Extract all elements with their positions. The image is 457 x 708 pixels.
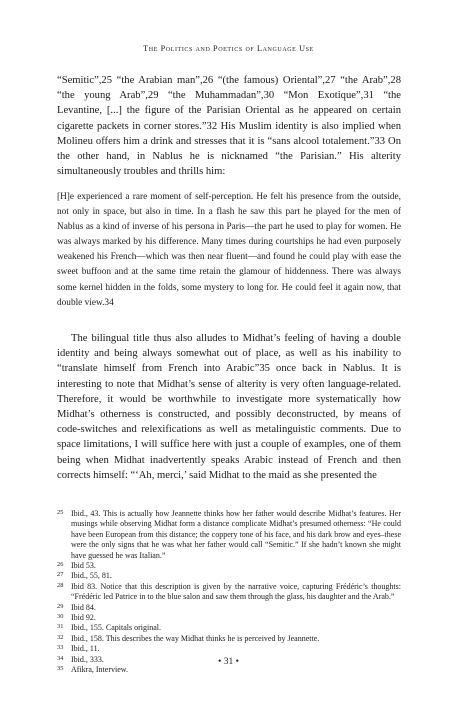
footnotes xyxy=(57,509,401,676)
footnote xyxy=(57,603,401,613)
footnote-text: Ibid., 55, 81. xyxy=(71,571,112,581)
footnote-text: Afikra, Interview. xyxy=(71,665,129,675)
footnote xyxy=(57,613,401,623)
body-paragraph-2: The bilingual title thus also alludes to Midhat’s feeling of having a double identity and being always somewhat out of place, as well as his inability to “translate himself from French into Arabic”35 once back in Nablus. It is interesting to note that Midhat’s sense of alterity is very often language-related. Therefore, it would be worthwhile to investigate more systematically how Midhat’s otherness is constructed, and possibly deconstructed, by means of code-switches and relexifications as well as metalinguistic comments. Due to space limitations, I will suffice here with just a couple of examples, one of them being when Midhat inadvertently speaks Arabic instead of French and then corrects himself: “‘Ah, merci,’ said Midhat to the maid as she presented the xyxy=(57,333,401,481)
body-paragraph-1: “Semitic”,25 “the Arabian man”,26 “(the famous) Oriental”,27 “the Arab”,28 “the young Arab”,29 “the Muhammadan”,30 “Mon Exotique”,31 “the Levantine, [...] the figure of the Parisian Oriental as he appeared on certain cigarette packets in corner stores.”32 His Muslim identity is also implied when Molineu offers him a drink and stresses that it is “sans alcool totalement.”33 On the other hand, in Nablus he is nicknamed “the Parisian.” His alterity simultaneously troubles and thrills him: xyxy=(57,75,401,178)
footnote-number: 34 xyxy=(57,654,64,662)
footnote xyxy=(57,571,401,581)
footnote xyxy=(57,644,401,654)
footnote xyxy=(57,582,401,603)
block-quote: [H]e experienced a rare moment of self-perception. He felt his presence from the outside, not only in space, but also in time. In a flash he saw this part he played for the men of Nablus as a kind of inverse of his persona in Paris—the part he used to play for women. He was always marked by his difference. Many times during courtships he had even purposely weakened his French—which was then near fluent—and found he could play with ease the sweet buffoon and at the same time retain the glamour of hiddenness. There was always some kernel hidden in the folds, some mystery to long for. He could feel it again now, that double view.34 xyxy=(57,192,401,308)
footnote-number: 28 xyxy=(57,581,64,589)
footnote-number: 29 xyxy=(57,602,64,610)
footnote-text: Ibid., 43. This is actually how Jeannette thinks how her father would describe Midhat’s features. Her musings while observing Midhat form a distance complicate Midhat’s presumed otherness: “He could have been European from this distance; the coppery tone of his face, and his dark brow and eyes–these were the only signs that he was what her father would call “Semitic.” If she hadn’t known she might have guessed he was Italian.” xyxy=(71,509,401,560)
footnote-text: Ibid., 11. xyxy=(71,644,100,654)
footnote xyxy=(57,623,401,633)
footnote-number: 25 xyxy=(57,509,64,516)
footnote xyxy=(57,561,401,571)
footnote-number: 33 xyxy=(57,644,64,652)
footnote-text: Ibid., 158. This describes the way Midhat thinks he is perceived by Jeannette. xyxy=(71,633,320,643)
footnote-number: 35 xyxy=(57,665,64,673)
footnote xyxy=(57,634,401,644)
footnote xyxy=(57,509,401,561)
footnote-number: 31 xyxy=(57,623,64,631)
footnote-text: Ibid., 333. xyxy=(71,654,104,664)
footnote-number: 27 xyxy=(57,571,64,579)
footnote-text: Ibid 92. xyxy=(71,613,96,623)
footnote-text: Ibid 53. xyxy=(71,561,96,571)
footnote-number: 30 xyxy=(57,613,64,621)
page-number: • 31 • xyxy=(218,657,239,667)
footnote-text: Ibid 84. xyxy=(71,602,96,612)
footnote-text: Ibid., 155. Capitals original. xyxy=(71,623,161,633)
footnote-number: 26 xyxy=(57,561,64,569)
footnote-number: 32 xyxy=(57,633,64,641)
footnote-text: Ibid 83. Notice that this description is given by the narrative voice, capturing Frédéric’s thoughts: “Frédéric led Patrice in to the blue salon and saw them through the glass, his daughter and the Arab.” xyxy=(71,581,401,602)
running-head: The Politics and Poetics of Language Use xyxy=(143,44,314,53)
